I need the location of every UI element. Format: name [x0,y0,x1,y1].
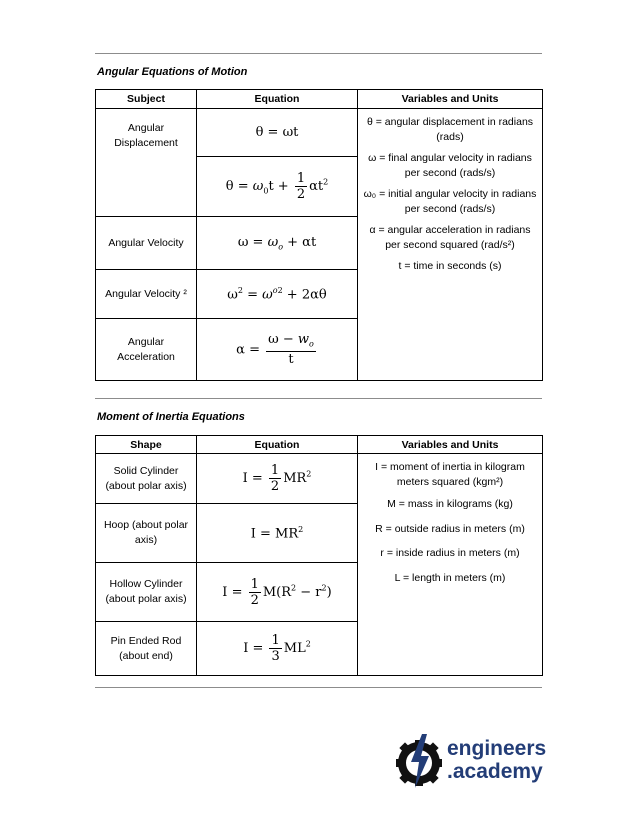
equation-acceleration: α = $\frac{\omega - w_o}{t}$ [197,319,358,381]
top-divider [95,53,542,54]
equation-displacement-2: $\theta = \omega_0t$ + $\frac{1}{2}$ $\alpha t^2$ [197,157,358,217]
header-equation-2: Equation [197,436,358,454]
variable-outside-radius: R = outside radius in meters (m) [375,522,525,535]
variable-mass: M = mass in kilograms (kg) [387,498,513,510]
middle-divider [95,398,542,399]
header-equation: Equation [197,90,358,109]
gear-icon [393,732,445,790]
header-subject: Subject [96,90,197,109]
equation-hoop: $I = MR^2$ [197,504,358,563]
header-variables: Variables and Units [358,90,543,109]
subject-angular-acceleration: Angular Acceleration [96,319,197,381]
logo-wordmark [447,737,546,783]
subject-angular-displacement: Angular Displacement [96,109,197,217]
variable-omega: ω = final angular velocity in radians per second (rads/s) [368,152,532,179]
equation-solid-cylinder: I = $\frac{1}{2}$ $MR^2$ [197,454,358,504]
inertia-equations-table [95,435,543,676]
variables-inertia [358,454,543,676]
header-variables-2: Variables and Units [358,436,543,454]
shape-hollow-cylinder: Hollow Cylinder (about polar axis) [96,563,197,622]
section-title-angular: Angular Equations of Motion [97,66,248,78]
angular-equations-table [95,89,543,381]
header-shape: Shape [96,436,197,454]
equation-hollow-cylinder: I = $\frac{1}{2}$ $M(R^2 - r^2)$ [197,563,358,622]
shape-hoop: Hoop (about polar axis) [96,504,197,563]
shape-solid-cylinder: Solid Cylinder (about polar axis) [96,454,197,504]
variables-angular [358,109,543,381]
variable-inside-radius: r = inside radius in meters (m) [380,547,520,559]
subject-angular-velocity-squared: Angular Velocity ² [96,270,197,319]
variable-theta: θ = angular displacement in radians (rads) [366,116,534,143]
shape-pin-ended-rod: Pin Ended Rod (about end) [96,622,197,676]
bottom-divider [95,687,542,688]
logo-line-2: .academy [447,760,543,783]
variable-omega-initial: ω₀ = initial angular velocity in radians per second (rads/s) [363,188,537,215]
variable-time: t = time in seconds (s) [398,260,502,272]
variable-alpha: α = angular acceleration in radians per second squared (rad/s²) [369,224,531,251]
section-title-inertia: Moment of Inertia Equations [97,411,245,423]
equation-displacement-1: θ = ωt [197,109,358,157]
variable-length: L = length in meters (m) [394,571,506,584]
logo-line-1: engineers [447,737,547,760]
equation-velocity-squared: $\omega^2 = \omega^{o2} + 2\alpha\theta$ [197,270,358,319]
variable-inertia: I = moment of inertia in kilogram meters squared (kgm²) [375,461,525,488]
subject-angular-velocity: Angular Velocity [96,217,197,270]
equation-pin-ended-rod: I = $\frac{1}{3}$ $ML^2$ [197,622,358,676]
equation-velocity: $\omega = \omega_o + \alpha t$ [197,217,358,270]
